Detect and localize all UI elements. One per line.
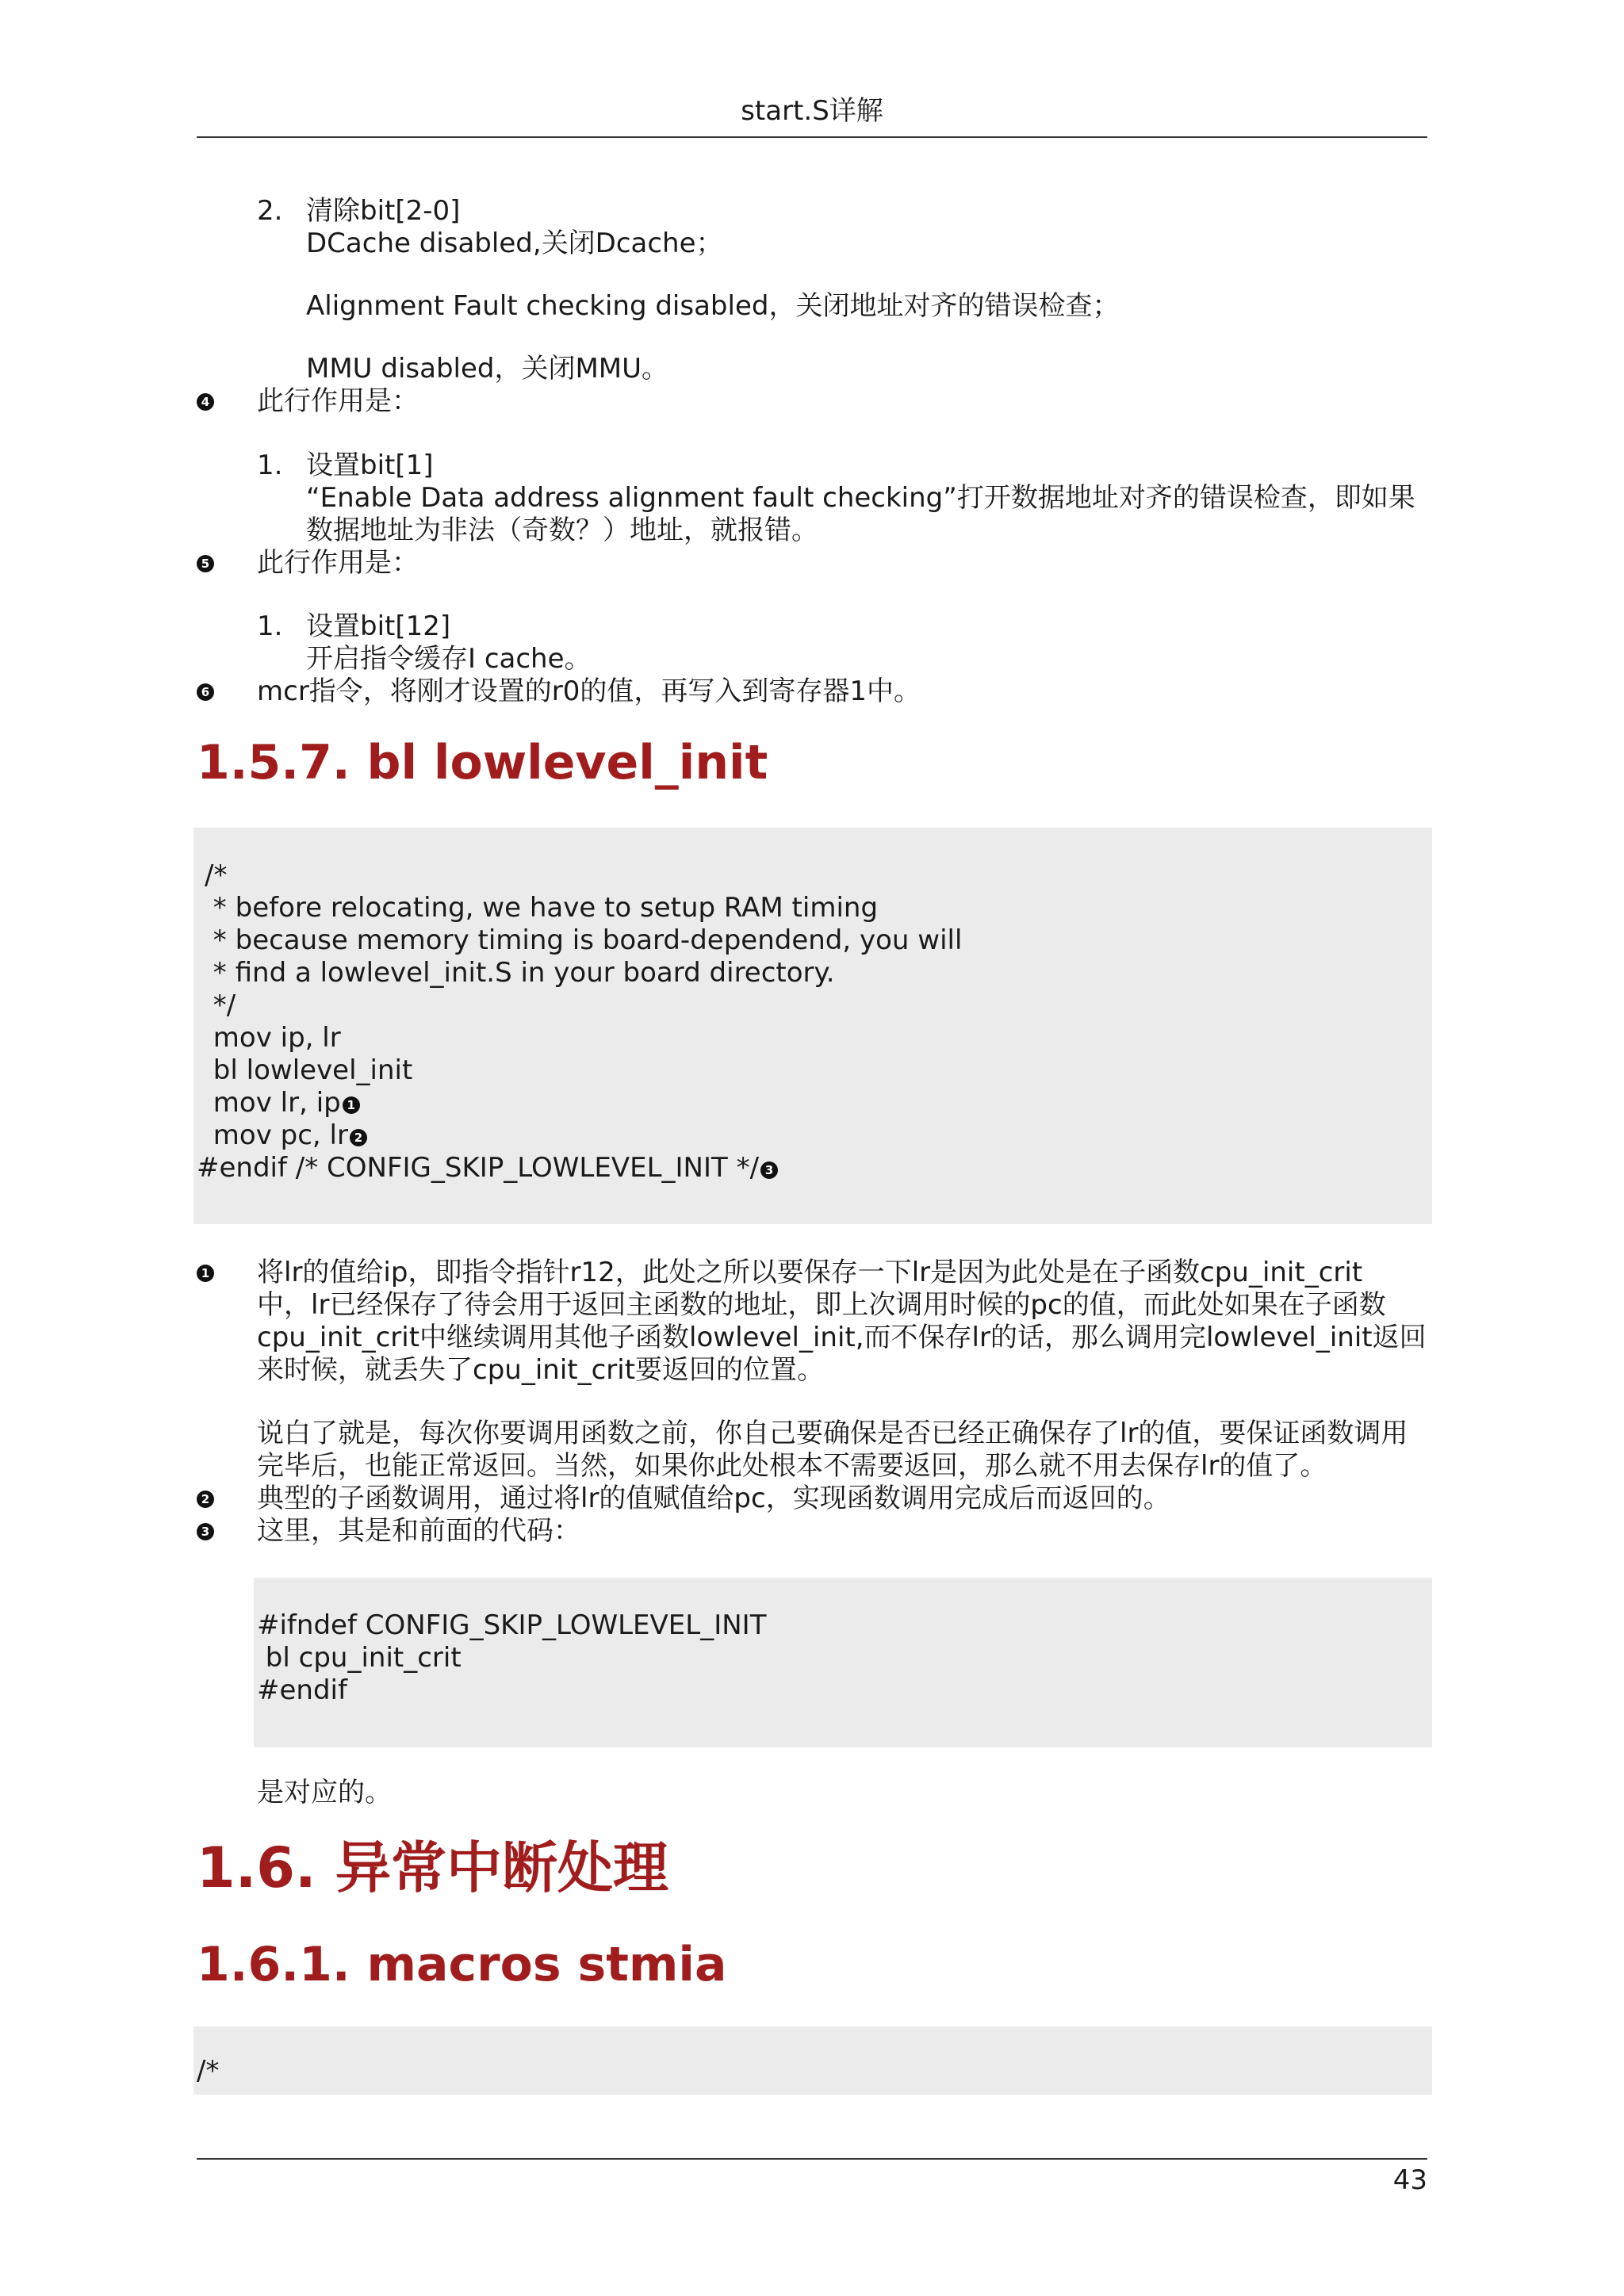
code-line: */: [205, 989, 236, 1021]
callout-text: 典型的子函数调用，通过将lr的值赋值给pc，实现函数调用完成后而返回的。: [257, 1483, 1170, 1514]
code-line: #endif: [257, 1674, 347, 1706]
paragraph-line: “Enable Data address alignment fault checking”打开数据地址对齐的错误检查，即如果: [306, 482, 1415, 514]
code-text: mov pc, lr: [205, 1119, 348, 1151]
code-line: [205, 1087, 360, 1119]
code-block: [193, 2026, 1432, 2095]
list-item-title: 清除bit[2-0]: [306, 195, 461, 227]
code-line: [205, 1119, 367, 1152]
callout-marker: 1: [197, 1265, 214, 1282]
code-line: * find a lowlevel_init.S in your board directory.: [205, 957, 835, 989]
section-heading: 1.6. 异常中断处理: [197, 1835, 668, 1900]
callout-text: 此行作用是：: [257, 385, 419, 417]
list-item-title: 设置bit[1]: [306, 450, 434, 481]
code-line: /*: [197, 2055, 220, 2087]
callout-marker: 3: [197, 1523, 214, 1540]
running-header: start.S详解: [741, 95, 883, 127]
paragraph-line: cpu_init_crit中继续调用其他子函数lowlevel_init,而不保存lr的话，那么调用完lowlevel_init返回: [257, 1322, 1427, 1353]
code-line: #ifndef CONFIG_SKIP_LOWLEVEL_INIT: [257, 1609, 767, 1641]
list-item-title: 设置bit[12]: [306, 610, 451, 642]
callout-text: 此行作用是：: [257, 547, 419, 579]
code-line: bl lowlevel_init: [205, 1054, 413, 1086]
callout-marker: 2: [197, 1490, 214, 1508]
list-number: 2.: [257, 195, 283, 227]
callout-text: mcr指令，将刚才设置的r0的值，再写入到寄存器1中。: [257, 675, 921, 707]
paragraph-line: 开启指令缓存I cache。: [306, 643, 592, 675]
callout-marker: 2: [350, 1129, 367, 1146]
section-heading: 1.5.7. bl lowlevel_init: [197, 735, 768, 790]
callout-marker: 3: [760, 1161, 778, 1179]
code-text: mov lr, ip: [205, 1087, 341, 1119]
paragraph-line: 完毕后，也能正常返回。当然，如果你此处根本不需要返回，那么就不用去保存lr的值了。: [257, 1450, 1327, 1482]
callout-marker: 6: [197, 683, 214, 701]
code-line: * because memory timing is board-dependend, you will: [205, 924, 963, 956]
callout-marker: 4: [197, 393, 214, 411]
code-block: [254, 1578, 1432, 1747]
section-heading: 1.6.1. macros stmia: [197, 1937, 727, 1992]
paragraph-line: 中，lr已经保存了待会用于返回主函数的地址，即上次调用时候的pc的值，而此处如果在子函数: [257, 1289, 1386, 1321]
callout-marker: 1: [343, 1096, 360, 1114]
list-number: 1.: [257, 610, 283, 642]
callout-marker: 5: [197, 555, 214, 572]
page-number: 43: [1392, 2164, 1427, 2196]
footer-rule: [197, 2158, 1427, 2160]
code-line: mov ip, lr: [205, 1022, 341, 1054]
callout-text: 这里，其是和前面的代码：: [257, 1515, 580, 1547]
code-line: [197, 1152, 778, 1184]
paragraph-line: 说白了就是，每次你要调用函数之前，你自己要确保是否已经正确保存了lr的值，要保证函数调用: [257, 1418, 1408, 1449]
paragraph-line: Alignment Fault checking disabled，关闭地址对齐的错误检查；: [306, 290, 1120, 322]
paragraph-line: 将lr的值给ip，即指令指针r12，此处之所以要保存一下lr是因为此处是在子函数cpu_init_crit: [257, 1257, 1363, 1288]
paragraph-line: 数据地址为非法（奇数？）地址，就报错。: [306, 515, 818, 546]
code-block: [193, 828, 1432, 1224]
code-line: * before relocating, we have to setup RAM timing: [205, 892, 879, 924]
code-line: /*: [205, 859, 228, 891]
paragraph-line: MMU disabled，关闭MMU。: [306, 353, 669, 385]
header-rule: [197, 136, 1427, 138]
paragraph-line: DCache disabled,关闭Dcache；: [306, 228, 723, 259]
paragraph-line: 是对应的。: [257, 1777, 392, 1808]
code-line: bl cpu_init_crit: [257, 1642, 462, 1674]
paragraph-line: 来时候，就丢失了cpu_init_crit要返回的位置。: [257, 1354, 825, 1386]
code-text: #endif /* CONFIG_SKIP_LOWLEVEL_INIT */: [197, 1152, 760, 1184]
list-number: 1.: [257, 450, 283, 481]
